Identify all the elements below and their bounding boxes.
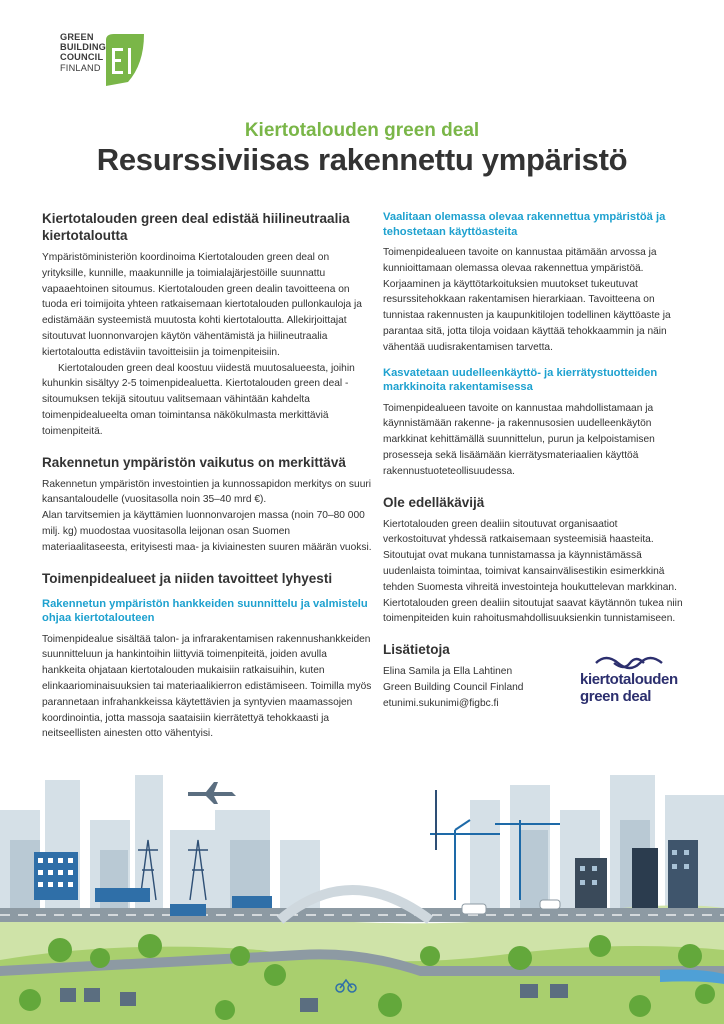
kicker-title: Kiertotalouden green deal <box>244 120 480 141</box>
bus-icon <box>232 896 272 908</box>
logo-text <box>60 32 106 73</box>
paragraph-existing-environment: Toimenpidealueen tavoite on kannustaa pitämään arvossa ja kunnioittamaan olemassa olevaa rakennettua ympäristöä. Korjaaminen ja käyttötarkoituksien muutokset tukeutuvat resurssitehokkaan rakentamisen hierarkiaan. Tavoitteena on tunnistaa rakennusten ja kaupunkitilojen todellinen käyttöaste ja parantaa sitä, jotta tiloja voidaan käyttää tehokkaammin ja näin vähentää uudisrakentamisen tarvetta. <box>383 247 671 353</box>
kiertotalouden-green-deal-logo <box>578 655 688 705</box>
section-heading-pioneer: Ole edelläkävijä <box>383 494 485 510</box>
logo-line-4: FINLAND <box>60 62 101 73</box>
section-heading-more-info: Lisätietoja <box>383 642 450 658</box>
section-heading-green-deal: Kiertotalouden green deal edistää hiilineutraalia kiertotaloutta <box>42 211 350 243</box>
logo-line-3: COUNCIL <box>60 52 104 63</box>
city-illustration <box>0 770 724 1024</box>
paragraph-pioneer: Kiertotalouden green dealiin sitoutuvat organisaatiot verkostoituvat yhdessä ratkaisemaan systeemisiä haasteita. Sitoutujat ovat mukana tunnistamassa ja käynnistämässä uudenlaista toimintaa, toimivat kansainvälisestikin esimerkkinä tehden Suomesta vihreitä investointeja houkuttelevan markkinan. Kiertotalouden green dealiin sitoutujat saavat käytännön tukea niin toimenpiteiden kuin rahoitusmahdollisuuksienkin tunnistamiseen. <box>383 518 683 625</box>
subheading-planning: Rakennetun ympäristön hankkeiden suunnittelu ja valmistelu ohjaa kiertotalouteen <box>42 597 368 625</box>
bus-icon-2 <box>170 904 206 916</box>
logo-line-1: GREEN <box>60 32 94 42</box>
paragraph-reuse-markets: Toimenpidealueen tavoite on kannustaa mahdollistamaan ja käynnistämään rakenne- ja rakennusosien uudelleenkäytön markkinat kehittämällä suunnittelun, purun ja kelpoistamisen prosesseja sekä lisäämään kierrätysmateriaalien käyttöä rakennustuoteteollisuudessa. <box>383 402 655 477</box>
subheading-existing-environment: Vaalitaan olemassa olevaa rakennettua ympäristöä ja tehostetaan käyttöasteita <box>383 211 666 238</box>
infinity-loop-icon <box>594 655 664 671</box>
gbc-finland-logo <box>60 32 160 92</box>
kgd-logo-line-2: green deal <box>580 688 652 705</box>
airplane-icon <box>188 782 236 804</box>
right-column <box>383 210 683 712</box>
paragraph-materials: Alan tarvitsemien ja käyttämien luonnonvarojen massa (noin 70–80 000 milj. kg) muodostaa vuositasolla leijonan osan Suomen materiaalitaseesta, erityisesti maa- ja kiviainesten suuren määrän vuoksi. <box>42 510 372 553</box>
paragraph-structure: Kiertotalouden green deal koostuu viidestä muutosalueesta, joihin kuhunkin sisältyy 2-5 toimenpidealuetta. Kiertotalouden green deal -sitoumuksen tekijä sitoutuu valitsemaan vähintään kahdelta toimenpidealueelta oman toimintansa näkökulmasta merkittäviä toimenpiteitä. <box>42 362 355 437</box>
truck-icon <box>95 888 150 902</box>
subheading-reuse-markets: Kasvatetaan uudelleenkäyttö- ja kierrätystuotteiden markkinoita rakentamisessa <box>383 366 658 394</box>
car-icon-2 <box>540 900 560 909</box>
kgd-logo-line-1: kiertotalouden <box>580 671 678 688</box>
paragraph-intro: Ympäristöministeriön koordinoima Kiertotalouden green deal on yrityksille, kunnille, maakunnille ja toimialajärjestöille suunnattu vapaaehtoinen sitoumus. Kiertotalouden green dealin tavoitteena on tuoda eri toimijoita yhteen ratkaisemaan kiertotalouden pullonkauloja ja edistämään systeemistä muutosta kohti kiertotaloutta. Allekirjoittajat sitoutuvat luonnonvarojen käytön vähentämistä ja hiilineutraalia kiertotaloutta edistäviin tavoitteisiin ja toimenpiteisiin. <box>42 252 362 358</box>
paragraph-economy: Rakennetun ympäristön investointien ja kunnossapidon merkitys on suuri kansantaloudelle (vuositasolla noin 35–40 mrd €). <box>42 478 372 506</box>
section-heading-action-areas: Toimenpidealueet ja niiden tavoitteet lyhyesti <box>42 570 333 586</box>
contact-email[interactable]: etunimi.sukunimi@figbc.fi <box>383 697 499 709</box>
left-column <box>42 210 372 742</box>
car-icon <box>462 904 486 914</box>
section-heading-impact: Rakennetun ympäristön vaikutus on merkittävä <box>42 454 346 470</box>
page-title: Resurssiviisas rakennettu ympäristö <box>96 142 628 177</box>
contact-organization: Green Building Council Finland <box>383 681 524 693</box>
contact-names: Elina Samila ja Ella Lahtinen <box>383 666 513 678</box>
paragraph-planning: Toimenpidealue sisältää talon- ja infrarakentamisen rakennushankkeiden suunnitteluun ja hankintoihin liittyviä toimenpiteitä, joiden avulla hankkeita ohjataan kiertotalouden mukaisiin ratkaisuihin, kuten elinkaariominaisuuksien tai materiaalikierron edistämiseen. Toimilla myös parannetaan infrahankkeissa käytettävien ja syntyvien maamassojen koordinointia, jotta massoja saataisiin kierrätettyä tehokkaasti ja neitseellisten ainesten otto vähentyisi. <box>42 633 372 740</box>
logo-line-2: BUILDING <box>60 42 107 53</box>
leaf-mark-icon <box>106 34 144 86</box>
